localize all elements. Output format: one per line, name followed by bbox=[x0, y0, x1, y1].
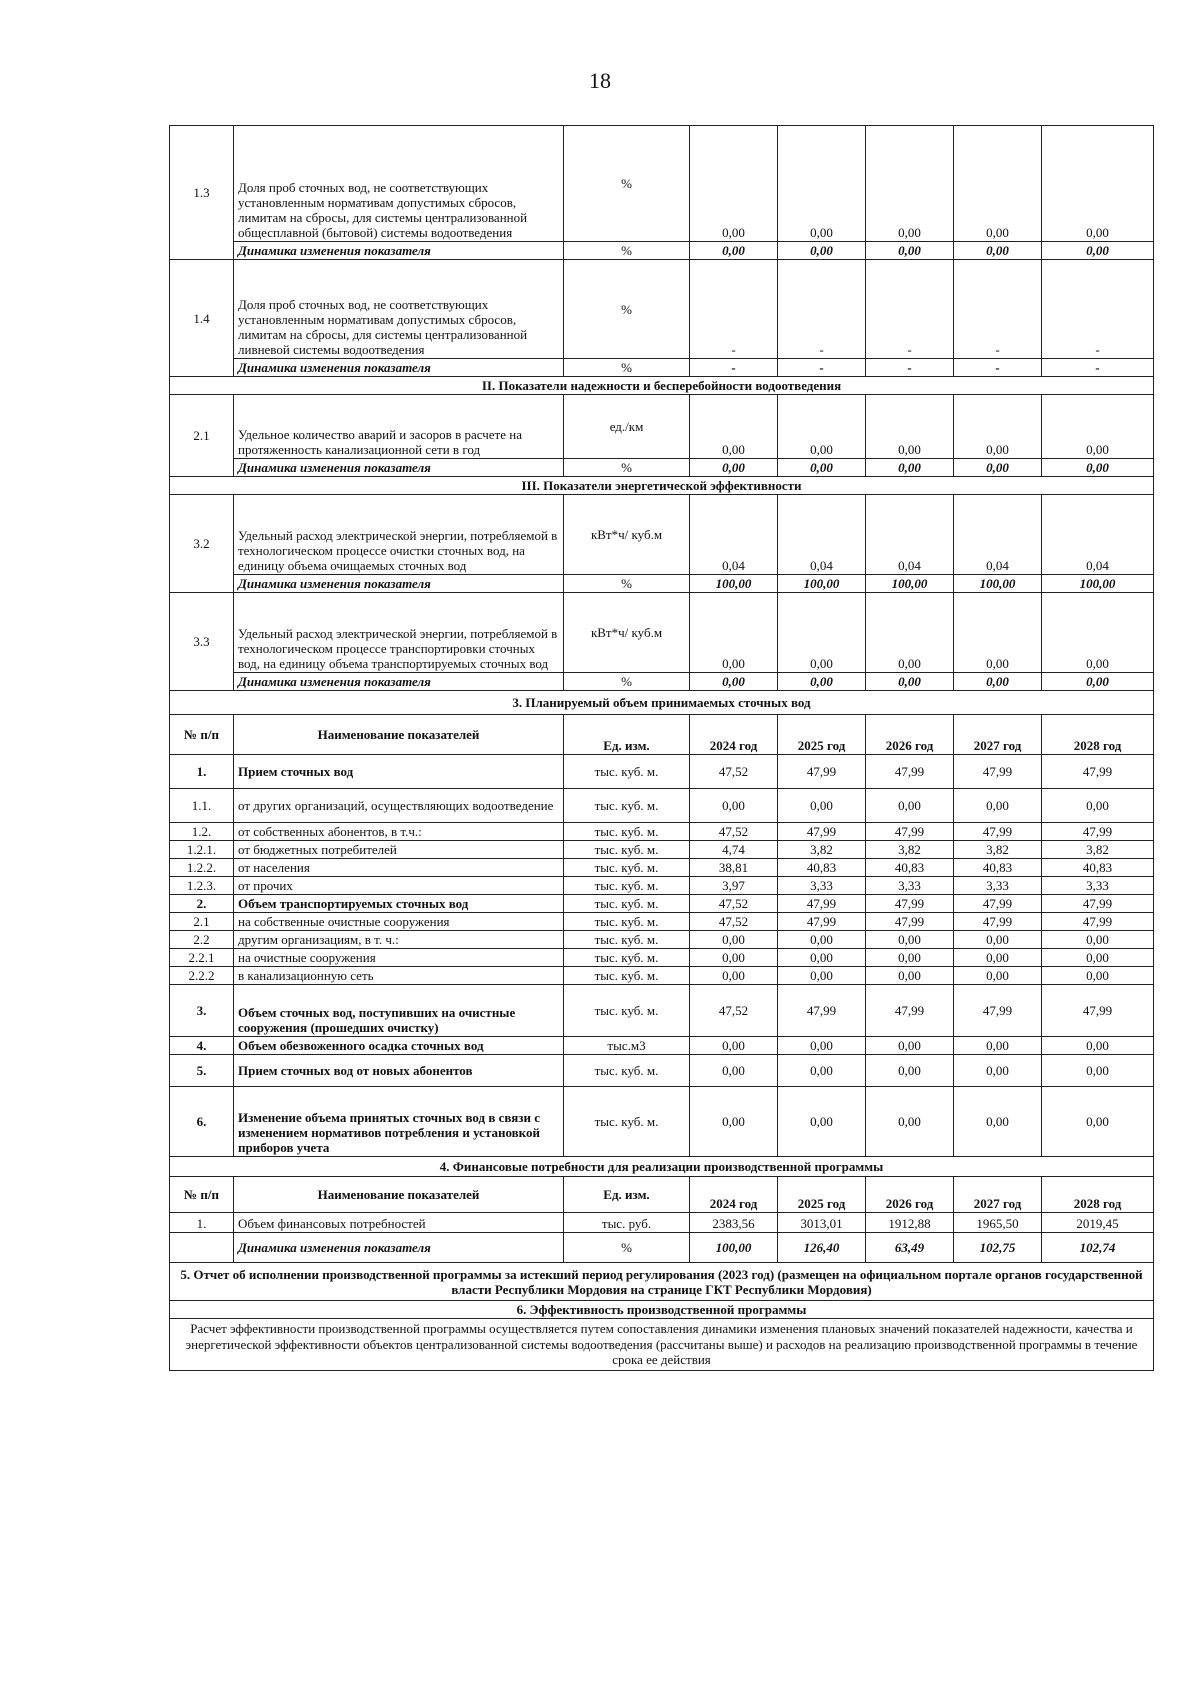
document-sheet bbox=[169, 125, 1153, 1371]
value-cell: 0,00 bbox=[954, 789, 1042, 823]
row-number: 2.2.1 bbox=[170, 949, 234, 967]
value-cell: 0,00 bbox=[690, 1055, 778, 1087]
dynamics-value: - bbox=[866, 359, 954, 377]
value-cell: 3,33 bbox=[778, 877, 866, 895]
indicator-name: в канализационную сеть bbox=[234, 967, 564, 985]
value-cell: 0,00 bbox=[866, 395, 954, 459]
value-cell: 0,00 bbox=[1042, 1087, 1154, 1157]
unit-cell: тыс. куб. м. bbox=[564, 1055, 690, 1087]
volume-row bbox=[170, 1087, 1154, 1157]
value-cell: 47,52 bbox=[690, 823, 778, 841]
dynamics-value: 0,00 bbox=[866, 673, 954, 691]
efficiency-row bbox=[170, 1319, 1154, 1371]
unit-cell: тыс. куб. м. bbox=[564, 895, 690, 913]
value-cell: 4,74 bbox=[690, 841, 778, 859]
row-number: 2.1 bbox=[170, 913, 234, 931]
section-2-header bbox=[170, 377, 1154, 395]
value-cell: 0,00 bbox=[778, 1037, 866, 1055]
dynamics-value: 100,00 bbox=[778, 575, 866, 593]
unit-cell: кВт*ч/ куб.м bbox=[564, 593, 690, 673]
value-cell: 1912,88 bbox=[866, 1213, 954, 1233]
unit-cell: ед./км bbox=[564, 395, 690, 459]
row-number: 3. bbox=[170, 985, 234, 1037]
report-text: 5. Отчет об исполнении производственной программы за истекший период регулирования (2023 год) (размещен на официальном портале органов государственной власти Республики Мордовия на странице ГКТ Республики Мордовия) bbox=[170, 1263, 1154, 1301]
dynamics-label: Динамика изменения показателя bbox=[234, 575, 564, 593]
value-cell: 0,00 bbox=[690, 126, 778, 242]
dynamics-label: Динамика изменения показателя bbox=[234, 242, 564, 260]
indicator-row bbox=[170, 126, 1154, 242]
dynamics-row bbox=[170, 673, 1154, 691]
dynamics-value: 102,75 bbox=[954, 1233, 1042, 1263]
report-row bbox=[170, 1263, 1154, 1301]
indicator-row bbox=[170, 260, 1154, 359]
row-number: 1.4 bbox=[170, 260, 234, 377]
row-number: 2.2 bbox=[170, 931, 234, 949]
dynamics-row bbox=[170, 575, 1154, 593]
value-cell: 0,00 bbox=[954, 967, 1042, 985]
dynamics-value: 0,00 bbox=[690, 242, 778, 260]
dynamics-value: 63,49 bbox=[866, 1233, 954, 1263]
value-cell: - bbox=[778, 260, 866, 359]
value-cell: 3,33 bbox=[1042, 877, 1154, 895]
unit-cell: тыс. куб. м. bbox=[564, 789, 690, 823]
dynamics-row bbox=[170, 242, 1154, 260]
volume-row bbox=[170, 1055, 1154, 1087]
value-cell: 40,83 bbox=[778, 859, 866, 877]
indicator-name: Удельный расход электрической энергии, потребляемой в технологическом процессе транспортировки сточных вод, на единицу объема транспортируемых сточных вод bbox=[234, 593, 564, 673]
indicator-name: Объем транспортируемых сточных вод bbox=[234, 895, 564, 913]
value-cell: 0,00 bbox=[778, 593, 866, 673]
unit-cell: % bbox=[564, 260, 690, 359]
dynamics-value: 100,00 bbox=[690, 1233, 778, 1263]
unit-cell: тыс.м3 bbox=[564, 1037, 690, 1055]
value-cell: 0,00 bbox=[778, 967, 866, 985]
value-cell: 0,00 bbox=[690, 1037, 778, 1055]
unit-cell: % bbox=[564, 242, 690, 260]
value-cell: 0,00 bbox=[954, 1037, 1042, 1055]
dynamics-value: 0,00 bbox=[778, 242, 866, 260]
value-cell: 0,00 bbox=[866, 1087, 954, 1157]
section-3-header bbox=[170, 477, 1154, 495]
value-cell: 47,52 bbox=[690, 895, 778, 913]
indicator-name: Объем сточных вод, поступивших на очистные сооружения (прошедших очистку) bbox=[234, 985, 564, 1037]
value-cell: 0,00 bbox=[1042, 789, 1154, 823]
dynamics-label: Динамика изменения показателя bbox=[234, 359, 564, 377]
value-cell: 47,99 bbox=[1042, 755, 1154, 789]
header-name: Наименование показателей bbox=[234, 715, 564, 755]
value-cell: 0,00 bbox=[1042, 1037, 1154, 1055]
value-cell: 47,99 bbox=[954, 755, 1042, 789]
value-cell: 0,00 bbox=[1042, 395, 1154, 459]
value-cell: 3,82 bbox=[954, 841, 1042, 859]
unit-cell: тыс. куб. м. bbox=[564, 967, 690, 985]
value-cell: 0,00 bbox=[690, 593, 778, 673]
value-cell: 0,00 bbox=[954, 395, 1042, 459]
row-number: 2. bbox=[170, 895, 234, 913]
value-cell: 0,00 bbox=[690, 1087, 778, 1157]
indicator-name: Удельное количество аварий и засоров в расчете на протяженность канализационной сети в год bbox=[234, 395, 564, 459]
volume-row bbox=[170, 859, 1154, 877]
header-num: № п/п bbox=[170, 715, 234, 755]
row-number: 1.1. bbox=[170, 789, 234, 823]
row-number: 1.2. bbox=[170, 823, 234, 841]
value-cell: 47,52 bbox=[690, 913, 778, 931]
row-number: 2.2.2 bbox=[170, 967, 234, 985]
volume-row bbox=[170, 823, 1154, 841]
section-title: III. Показатели энергетической эффективности bbox=[170, 477, 1154, 495]
value-cell: 0,00 bbox=[778, 1087, 866, 1157]
dynamics-value: 102,74 bbox=[1042, 1233, 1154, 1263]
indicator-name: Удельный расход электрической энергии, потребляемой в технологическом процессе очистки сточных вод, на единицу объема очищаемых сточных вод bbox=[234, 495, 564, 575]
unit-cell: % bbox=[564, 126, 690, 242]
header-num: № п/п bbox=[170, 1177, 234, 1213]
unit-cell: тыс. куб. м. bbox=[564, 755, 690, 789]
dynamics-value: - bbox=[954, 359, 1042, 377]
header-year: 2024 год bbox=[690, 1177, 778, 1213]
header-year: 2025 год bbox=[778, 715, 866, 755]
dynamics-label: Динамика изменения показателя bbox=[234, 673, 564, 691]
row-number: 1.2.1. bbox=[170, 841, 234, 859]
value-cell: 47,99 bbox=[954, 823, 1042, 841]
unit-cell: тыс. руб. bbox=[564, 1213, 690, 1233]
dynamics-row bbox=[170, 459, 1154, 477]
efficiency-header bbox=[170, 1301, 1154, 1319]
unit-cell: тыс. куб. м. bbox=[564, 949, 690, 967]
row-number: 1.2.2. bbox=[170, 859, 234, 877]
value-cell: 3,82 bbox=[778, 841, 866, 859]
value-cell: 1965,50 bbox=[954, 1213, 1042, 1233]
value-cell: 0,00 bbox=[1042, 949, 1154, 967]
finance-dynamics-row bbox=[170, 1233, 1154, 1263]
indicator-name: Объем обезвоженного осадка сточных вод bbox=[234, 1037, 564, 1055]
row-number: 1. bbox=[170, 755, 234, 789]
value-cell: 0,00 bbox=[954, 1087, 1042, 1157]
unit-cell: % bbox=[564, 673, 690, 691]
dynamics-value: 0,00 bbox=[954, 459, 1042, 477]
section-title: 6. Эффективность производственной программы bbox=[170, 1301, 1154, 1319]
dynamics-value: 0,00 bbox=[690, 459, 778, 477]
unit-cell: тыс. куб. м. bbox=[564, 841, 690, 859]
volume-row bbox=[170, 755, 1154, 789]
unit-cell: % bbox=[564, 575, 690, 593]
dynamics-value: 100,00 bbox=[954, 575, 1042, 593]
row-number: 5. bbox=[170, 1055, 234, 1087]
indicators-table bbox=[169, 125, 1154, 1371]
dynamics-value: - bbox=[1042, 359, 1154, 377]
indicator-name: Изменение объема принятых сточных вод в связи с изменением нормативов потребления и установкой приборов учета bbox=[234, 1087, 564, 1157]
indicator-name: от бюджетных потребителей bbox=[234, 841, 564, 859]
dynamics-value: 0,00 bbox=[1042, 459, 1154, 477]
value-cell: 38,81 bbox=[690, 859, 778, 877]
row-number: 1.2.3. bbox=[170, 877, 234, 895]
value-cell: 0,00 bbox=[954, 931, 1042, 949]
value-cell: 0,00 bbox=[866, 967, 954, 985]
value-cell: 0,00 bbox=[866, 126, 954, 242]
header-year: 2025 год bbox=[778, 1177, 866, 1213]
value-cell: 47,99 bbox=[778, 913, 866, 931]
value-cell: 3,82 bbox=[1042, 841, 1154, 859]
value-cell: 0,04 bbox=[690, 495, 778, 575]
volume-row bbox=[170, 985, 1154, 1037]
value-cell: 0,00 bbox=[778, 1055, 866, 1087]
value-cell: - bbox=[866, 260, 954, 359]
value-cell: 47,99 bbox=[866, 985, 954, 1037]
value-cell: 0,00 bbox=[866, 931, 954, 949]
dynamics-value: 126,40 bbox=[778, 1233, 866, 1263]
value-cell: 0,00 bbox=[954, 1055, 1042, 1087]
value-cell: 0,00 bbox=[866, 593, 954, 673]
value-cell: 0,00 bbox=[778, 789, 866, 823]
value-cell: 47,99 bbox=[866, 895, 954, 913]
value-cell: 0,00 bbox=[690, 789, 778, 823]
row-number: 1.3 bbox=[170, 126, 234, 260]
value-cell: 47,99 bbox=[866, 823, 954, 841]
value-cell: 3013,01 bbox=[778, 1213, 866, 1233]
dynamics-value: 0,00 bbox=[778, 459, 866, 477]
volume-section-header bbox=[170, 691, 1154, 715]
volume-row bbox=[170, 913, 1154, 931]
volume-row bbox=[170, 877, 1154, 895]
dynamics-value: 0,00 bbox=[866, 242, 954, 260]
unit-cell: тыс. куб. м. bbox=[564, 985, 690, 1037]
value-cell: 3,82 bbox=[866, 841, 954, 859]
volume-row bbox=[170, 931, 1154, 949]
unit-cell: % bbox=[564, 1233, 690, 1263]
value-cell: 2019,45 bbox=[1042, 1213, 1154, 1233]
dynamics-value: 100,00 bbox=[690, 575, 778, 593]
header-name: Наименование показателей bbox=[234, 1177, 564, 1213]
indicator-row bbox=[170, 593, 1154, 673]
page-number: 18 bbox=[589, 68, 611, 93]
section-title: II. Показатели надежности и бесперебойности водоотведения bbox=[170, 377, 1154, 395]
finance-row bbox=[170, 1213, 1154, 1233]
dynamics-value: 0,00 bbox=[954, 673, 1042, 691]
unit-cell: % bbox=[564, 359, 690, 377]
finance-section-header bbox=[170, 1157, 1154, 1177]
dynamics-value: 0,00 bbox=[1042, 242, 1154, 260]
value-cell: 3,33 bbox=[866, 877, 954, 895]
dynamics-label: Динамика изменения показателя bbox=[234, 459, 564, 477]
indicator-name: Прием сточных вод bbox=[234, 755, 564, 789]
header-year: 2028 год bbox=[1042, 1177, 1154, 1213]
unit-cell: % bbox=[564, 459, 690, 477]
dynamics-value: - bbox=[690, 359, 778, 377]
row-number: 6. bbox=[170, 1087, 234, 1157]
value-cell: 47,99 bbox=[866, 755, 954, 789]
value-cell: 0,04 bbox=[866, 495, 954, 575]
value-cell: 0,00 bbox=[690, 395, 778, 459]
row-number: 3.2 bbox=[170, 495, 234, 593]
indicator-name: от населения bbox=[234, 859, 564, 877]
value-cell: 47,99 bbox=[954, 913, 1042, 931]
value-cell: 0,00 bbox=[866, 949, 954, 967]
header-year: 2027 год bbox=[954, 1177, 1042, 1213]
value-cell: - bbox=[1042, 260, 1154, 359]
empty-cell bbox=[170, 1233, 234, 1263]
header-year: 2024 год bbox=[690, 715, 778, 755]
indicator-name: Прием сточных вод от новых абонентов bbox=[234, 1055, 564, 1087]
row-number: 4. bbox=[170, 1037, 234, 1055]
value-cell: 0,00 bbox=[1042, 1055, 1154, 1087]
value-cell: 47,52 bbox=[690, 755, 778, 789]
dynamics-label: Динамика изменения показателя bbox=[234, 1233, 564, 1263]
value-cell: - bbox=[954, 260, 1042, 359]
value-cell: 0,00 bbox=[778, 395, 866, 459]
value-cell: 47,99 bbox=[1042, 895, 1154, 913]
unit-cell: тыс. куб. м. bbox=[564, 877, 690, 895]
value-cell: 47,99 bbox=[1042, 913, 1154, 931]
value-cell: 47,99 bbox=[954, 895, 1042, 913]
value-cell: 47,52 bbox=[690, 985, 778, 1037]
dynamics-value: - bbox=[778, 359, 866, 377]
dynamics-value: 0,00 bbox=[1042, 673, 1154, 691]
indicator-name: от прочих bbox=[234, 877, 564, 895]
value-cell: 2383,56 bbox=[690, 1213, 778, 1233]
value-cell: 0,00 bbox=[778, 949, 866, 967]
indicator-name: Доля проб сточных вод, не соответствующих установленным нормативам допустимых сбросов, лимитам на сбросы, для системы централизованной ливневой системы водоотведения bbox=[234, 260, 564, 359]
unit-cell: кВт*ч/ куб.м bbox=[564, 495, 690, 575]
volume-row bbox=[170, 967, 1154, 985]
header-unit: Ед. изм. bbox=[564, 1177, 690, 1213]
value-cell: 0,00 bbox=[690, 949, 778, 967]
value-cell: 47,99 bbox=[954, 985, 1042, 1037]
value-cell: 0,00 bbox=[690, 967, 778, 985]
value-cell: 0,04 bbox=[954, 495, 1042, 575]
value-cell: 3,97 bbox=[690, 877, 778, 895]
row-number: 1. bbox=[170, 1213, 234, 1233]
value-cell: 0,04 bbox=[1042, 495, 1154, 575]
value-cell: 0,00 bbox=[954, 593, 1042, 673]
value-cell: 0,00 bbox=[866, 1055, 954, 1087]
unit-cell: тыс. куб. м. bbox=[564, 859, 690, 877]
volume-row bbox=[170, 841, 1154, 859]
value-cell: 0,00 bbox=[778, 126, 866, 242]
section-title: 3. Планируемый объем принимаемых сточных вод bbox=[170, 691, 1154, 715]
finance-header-row bbox=[170, 1177, 1154, 1213]
value-cell: 47,99 bbox=[866, 913, 954, 931]
value-cell: 0,00 bbox=[690, 931, 778, 949]
indicator-name: на собственные очистные сооружения bbox=[234, 913, 564, 931]
value-cell: 0,00 bbox=[1042, 931, 1154, 949]
value-cell: 47,99 bbox=[1042, 985, 1154, 1037]
indicator-name: от собственных абонентов, в т.ч.: bbox=[234, 823, 564, 841]
value-cell: 0,00 bbox=[954, 949, 1042, 967]
dynamics-value: 100,00 bbox=[866, 575, 954, 593]
dynamics-value: 0,00 bbox=[778, 673, 866, 691]
dynamics-value: 0,00 bbox=[866, 459, 954, 477]
row-number: 3.3 bbox=[170, 593, 234, 691]
dynamics-value: 0,00 bbox=[690, 673, 778, 691]
dynamics-row bbox=[170, 359, 1154, 377]
volume-row bbox=[170, 789, 1154, 823]
volume-row bbox=[170, 895, 1154, 913]
unit-cell: тыс. куб. м. bbox=[564, 931, 690, 949]
efficiency-text: Расчет эффективности производственной программы осуществляется путем сопоставления динамики изменения плановых значений показателей надежности, качества и энергетической эффективности объектов централизованной системы водоотведения (рассчитаны выше) и расходов на реализацию производственной программы в течение срока ее действия bbox=[170, 1319, 1154, 1371]
value-cell: 40,83 bbox=[866, 859, 954, 877]
value-cell: 0,00 bbox=[778, 931, 866, 949]
section-title: 4. Финансовые потребности для реализации производственной программы bbox=[170, 1157, 1154, 1177]
value-cell: 0,00 bbox=[1042, 126, 1154, 242]
indicator-name: от других организаций, осуществляющих водоотведение bbox=[234, 789, 564, 823]
unit-cell: тыс. куб. м. bbox=[564, 1087, 690, 1157]
unit-cell: тыс. куб. м. bbox=[564, 823, 690, 841]
value-cell: 47,99 bbox=[778, 755, 866, 789]
indicator-name: Объем финансовых потребностей bbox=[234, 1213, 564, 1233]
value-cell: 0,00 bbox=[1042, 967, 1154, 985]
value-cell: 47,99 bbox=[1042, 823, 1154, 841]
header-unit: Ед. изм. bbox=[564, 715, 690, 755]
indicator-name: на очистные сооружения bbox=[234, 949, 564, 967]
value-cell: 47,99 bbox=[778, 985, 866, 1037]
value-cell: - bbox=[690, 260, 778, 359]
value-cell: 0,00 bbox=[1042, 593, 1154, 673]
header-year: 2026 год bbox=[866, 1177, 954, 1213]
value-cell: 47,99 bbox=[778, 895, 866, 913]
header-year: 2026 год bbox=[866, 715, 954, 755]
indicator-name: Доля проб сточных вод, не соответствующих установленным нормативам допустимых сбросов, лимитам на сбросы, для системы централизованной общесплавной (бытовой) системы водоотведения bbox=[234, 126, 564, 242]
value-cell: 3,33 bbox=[954, 877, 1042, 895]
value-cell: 47,99 bbox=[778, 823, 866, 841]
indicator-row bbox=[170, 395, 1154, 459]
header-year: 2028 год bbox=[1042, 715, 1154, 755]
dynamics-value: 0,00 bbox=[954, 242, 1042, 260]
value-cell: 0,00 bbox=[866, 1037, 954, 1055]
indicator-name: другим организациям, в т. ч.: bbox=[234, 931, 564, 949]
value-cell: 40,83 bbox=[954, 859, 1042, 877]
volume-header-row bbox=[170, 715, 1154, 755]
value-cell: 0,00 bbox=[866, 789, 954, 823]
volume-row bbox=[170, 1037, 1154, 1055]
indicator-row bbox=[170, 495, 1154, 575]
dynamics-value: 100,00 bbox=[1042, 575, 1154, 593]
volume-row bbox=[170, 949, 1154, 967]
header-year: 2027 год bbox=[954, 715, 1042, 755]
value-cell: 0,04 bbox=[778, 495, 866, 575]
unit-cell: тыс. куб. м. bbox=[564, 913, 690, 931]
value-cell: 40,83 bbox=[1042, 859, 1154, 877]
row-number: 2.1 bbox=[170, 395, 234, 477]
value-cell: 0,00 bbox=[954, 126, 1042, 242]
